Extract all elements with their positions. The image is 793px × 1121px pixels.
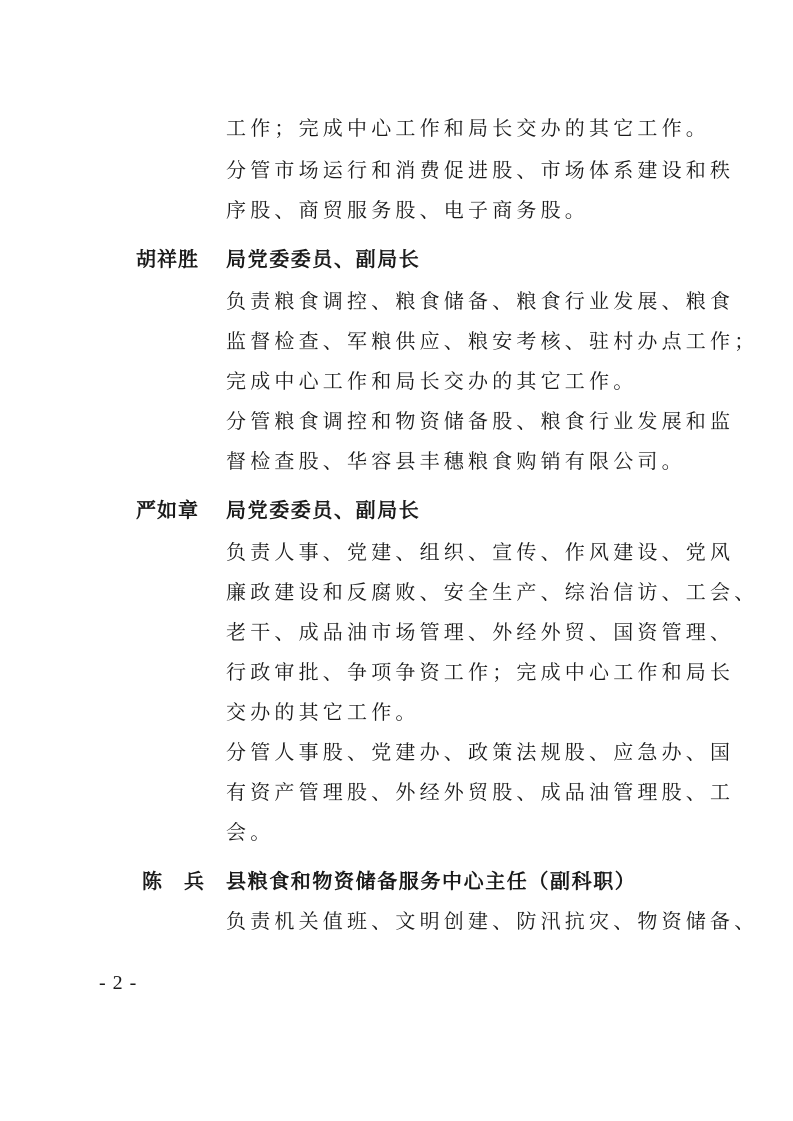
duty-line: 负责机关值班、文明创建、防汛抗灾、物资储备、 [226,909,759,933]
duty-line: 负责粮食调控、粮食储备、粮食行业发展、粮食 [226,289,735,313]
duty-line: 分管粮食调控和物资储备股、粮食行业发展和监 [226,409,735,433]
intro-line: 分管市场运行和消费促进股、市场体系建设和秩 [226,158,735,182]
duty-line: 分管人事股、党建办、政策法规股、应急办、国 [226,740,735,764]
person-name: 胡祥胜 [136,247,199,271]
person-name: 严如章 [136,498,199,522]
duty-line: 有资产管理股、外经外贸股、成品油管理股、工 [226,780,735,804]
duty-line: 廉政建设和反腐败、安全生产、综治信访、工会、 [226,580,759,604]
duty-line: 完成中心工作和局长交办的其它工作。 [226,369,638,393]
person-title: 县粮食和物资储备服务中心主任（副科职） [226,869,637,893]
person-name: 陈 兵 [142,869,205,893]
person-title: 局党委委员、副局长 [226,247,421,271]
duty-line: 督检查股、华容县丰穗粮食购销有限公司。 [226,449,686,473]
duty-line: 监督检查、军粮供应、粮安考核、驻村办点工作； [226,329,759,353]
page-number: - 2 - [99,972,138,994]
person-title: 局党委委员、副局长 [226,498,421,522]
intro-line: 工作；完成中心工作和局长交办的其它工作。 [226,116,710,140]
duty-line: 会。 [226,820,275,844]
duty-line: 负责人事、党建、组织、宣传、作风建设、党风 [226,540,735,564]
duty-line: 老干、成品油市场管理、外经外贸、国资管理、 [226,620,735,644]
duty-line: 交办的其它工作。 [226,700,420,724]
duty-line: 行政审批、争项争资工作；完成中心工作和局长 [226,660,735,684]
intro-line: 序股、商贸服务股、电子商务股。 [226,198,589,222]
